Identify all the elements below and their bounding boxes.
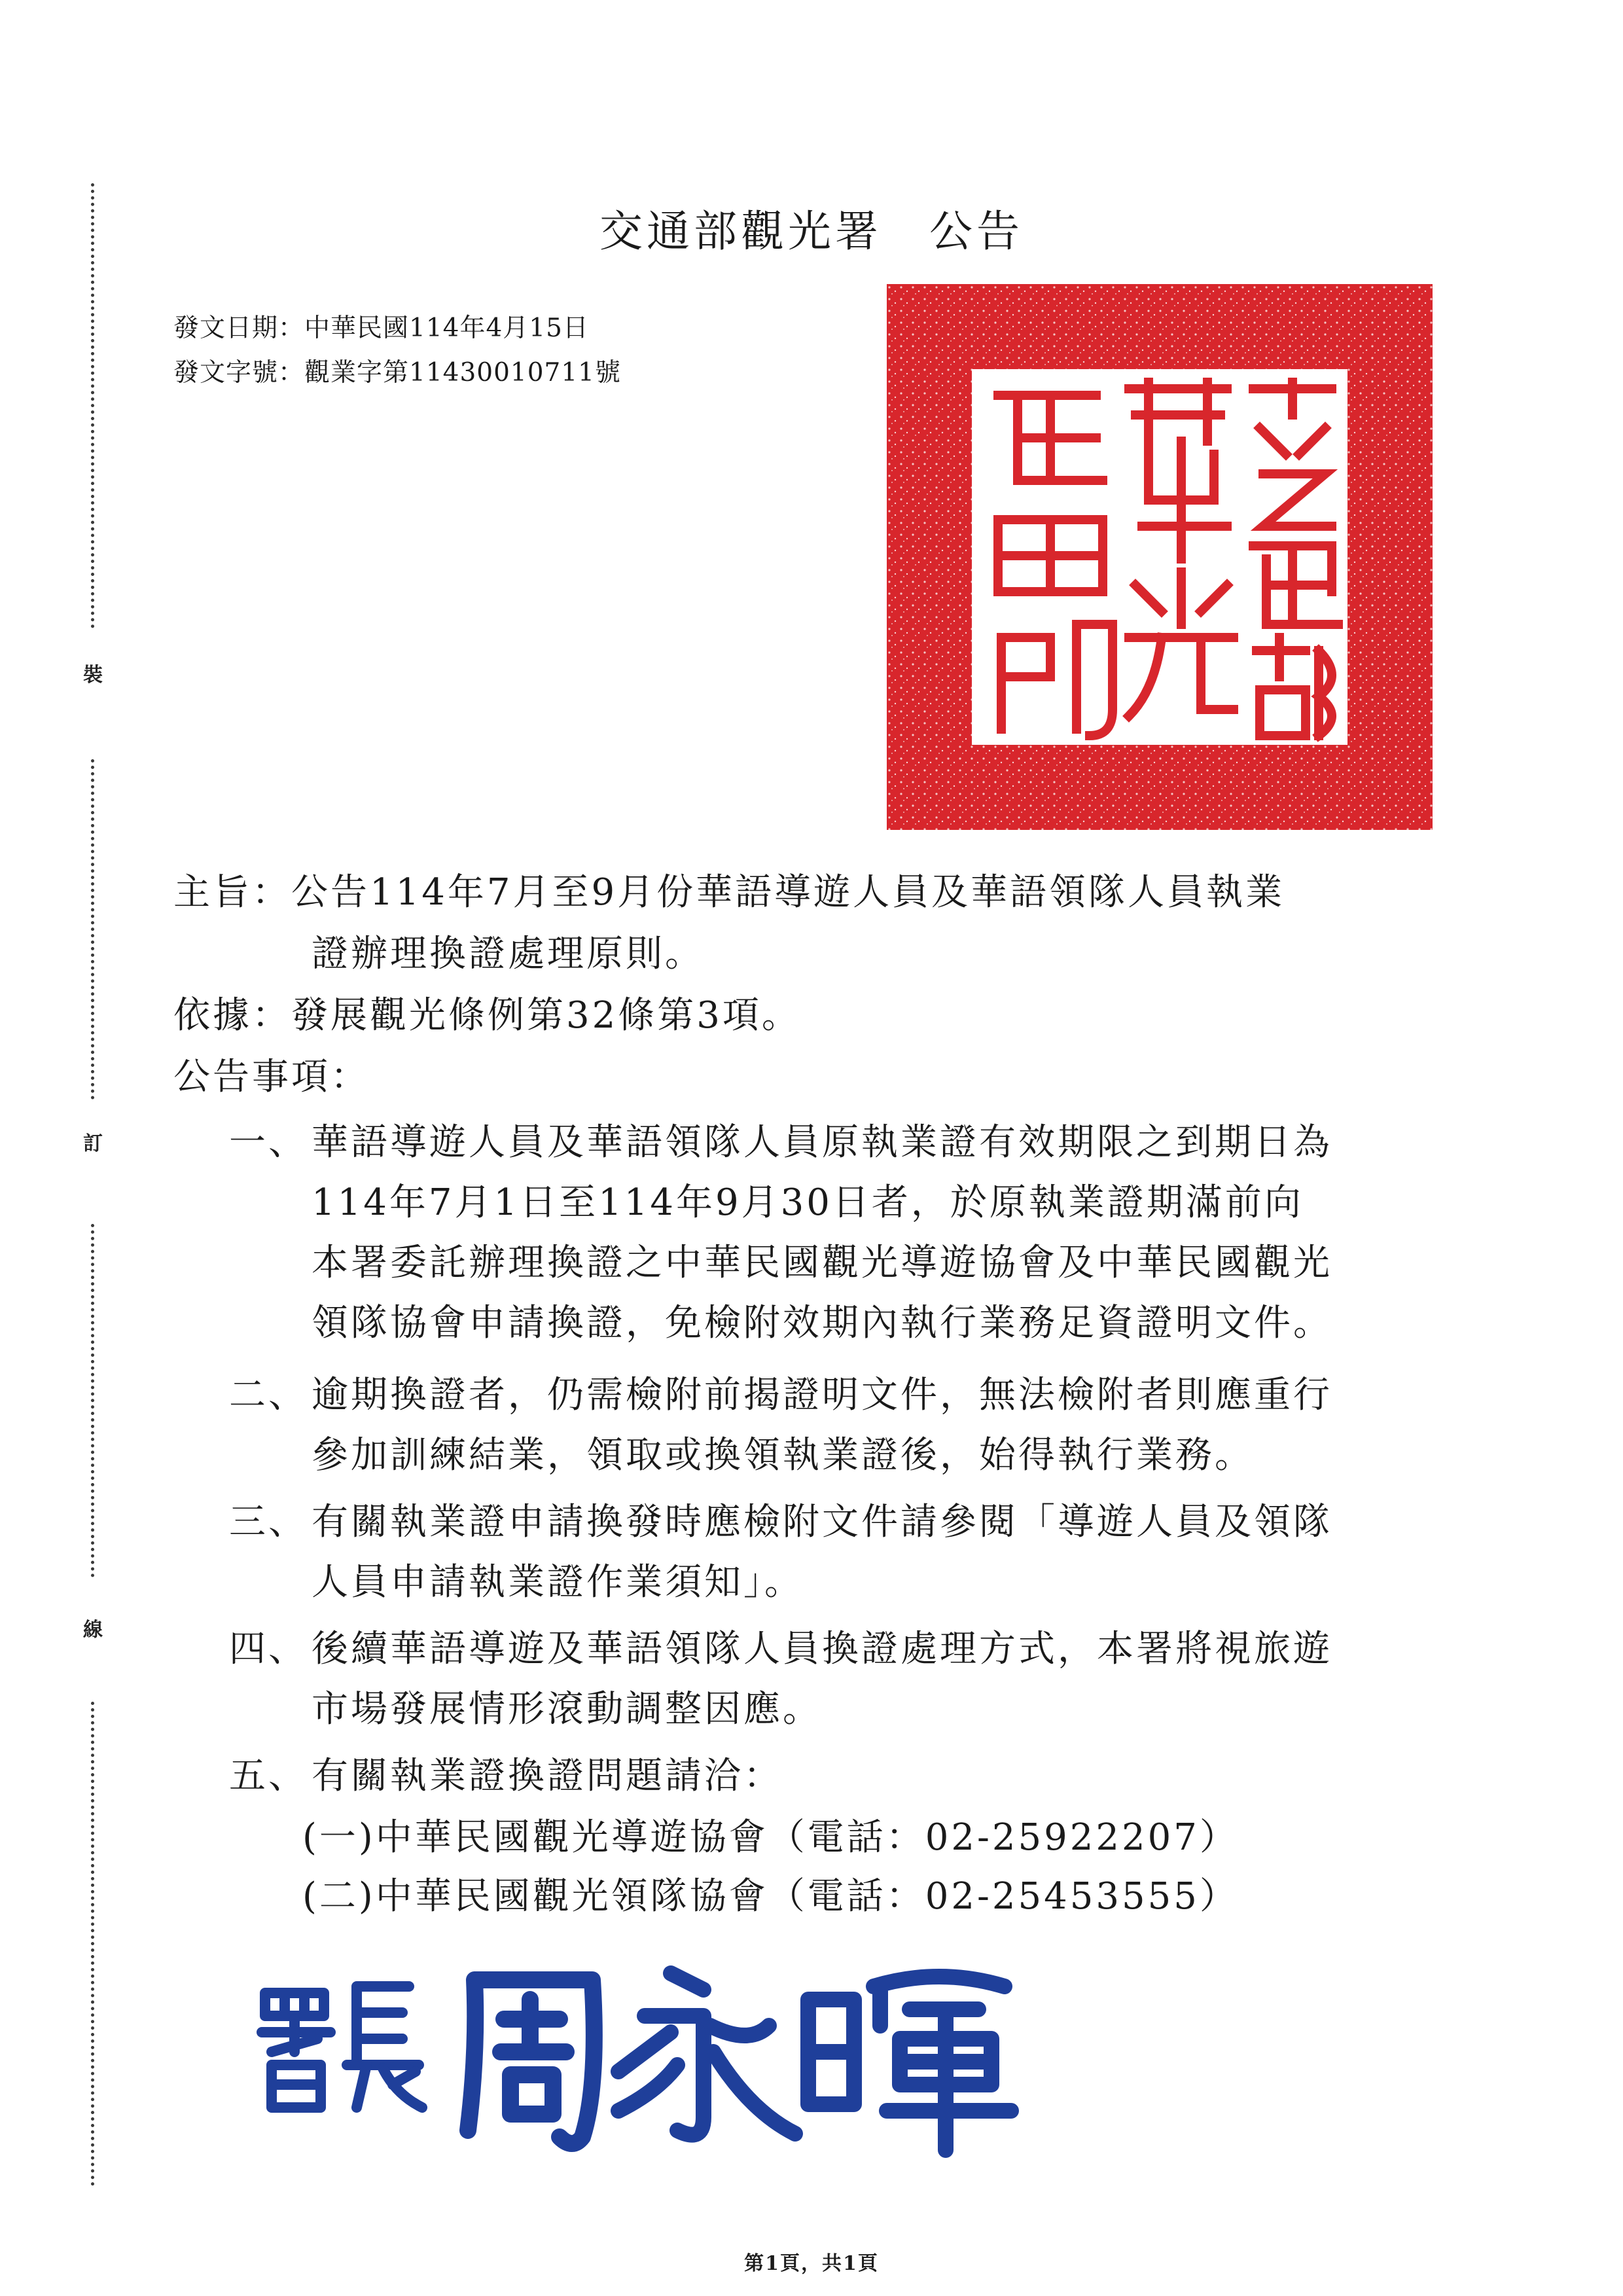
basis-text: 發展觀光條例第32條第3項。: [291, 994, 801, 1037]
item-4-line: 市場發展情形滾動調整因應。: [312, 1688, 822, 1731]
item-3-line: 人員申請執業證作業須知」。: [312, 1561, 804, 1604]
contact-tour-manager-association: (二)中華民國觀光領隊協會（電話：02-25453555）: [302, 1875, 1239, 1918]
item-4-text: [312, 1619, 1332, 1740]
subject-text-line1: 公告114年7月至9月份華語導遊人員及華語領隊人員執業: [291, 871, 1285, 914]
item-2-line: 逾期換證者，仍需檢附前揭證明文件，無法檢附者則應重行: [312, 1374, 1332, 1416]
item-3-number: 三、: [229, 1501, 308, 1543]
document-number: 發文字號：觀業字第11430010711號: [173, 358, 621, 387]
item-3-text: [312, 1492, 1332, 1613]
subject-section: [173, 863, 1285, 923]
item-1-text: [312, 1113, 1332, 1354]
page-number: 第1頁，共1頁: [744, 2252, 879, 2275]
item-5-text: [312, 1746, 783, 1806]
subject-text-line2: 證辦理換證處理原則。: [312, 933, 704, 975]
item-2-text: [312, 1365, 1332, 1486]
item-5-line: 有關執業證換證問題請洽：: [312, 1755, 783, 1797]
item-2-line: 參加訓練結業，領取或換領執業證後，始得執行業務。: [312, 1434, 1254, 1477]
announcement-items-heading: 公告事項：: [173, 1056, 370, 1098]
issue-date: 發文日期：中華民國114年4月15日: [173, 314, 589, 343]
item-1-line: 領隊協會申請換證，免檢附效期內執行業務足資證明文件。: [312, 1302, 1332, 1344]
binding-line: [91, 1224, 94, 1577]
item-1-number: 一、: [229, 1121, 308, 1164]
official-seal: [887, 284, 1433, 830]
subject-label: 主旨：: [173, 871, 291, 914]
binding-label-ding: 訂: [83, 1132, 103, 1155]
item-1-line: 114年7月1日至114年9月30日者，於原執業證期滿前向: [312, 1181, 1304, 1224]
binding-line: [91, 759, 94, 1100]
item-5-number: 五、: [229, 1755, 308, 1797]
director-signature: [252, 1954, 1037, 2163]
basis-section: [173, 986, 801, 1046]
basis-label: 依據：: [173, 994, 291, 1037]
item-1-line: 本署委託辦理換證之中華民國觀光導遊協會及中華民國觀光: [312, 1242, 1332, 1284]
item-4-number: 四、: [229, 1628, 308, 1670]
document-title: 交通部觀光署 公告: [599, 206, 1024, 257]
contact-tour-guide-association: (一)中華民國觀光導遊協會（電話：02-25922207）: [302, 1816, 1239, 1859]
binding-line: [91, 1702, 94, 2186]
binding-label-xian: 線: [83, 1619, 103, 1641]
item-1-line: 華語導遊人員及華語領隊人員原執業證有效期限之到期日為: [312, 1121, 1332, 1164]
item-3-line: 有關執業證申請換發時應檢附文件請參閱「導遊人員及領隊: [312, 1501, 1332, 1543]
binding-label-zhuang: 裝: [83, 664, 103, 687]
item-2-number: 二、: [229, 1374, 308, 1416]
item-4-line: 後續華語導遊及華語領隊人員換證處理方式，本署將視旅遊: [312, 1628, 1332, 1670]
